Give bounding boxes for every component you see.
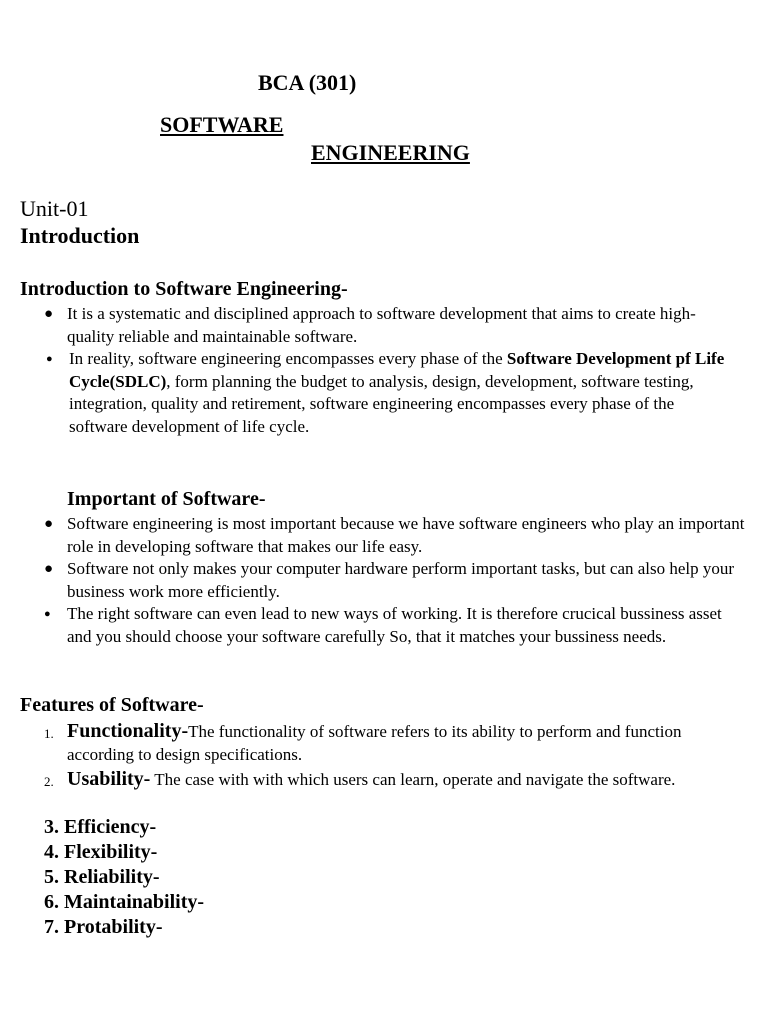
importance-list-item-2: Software not only makes your computer hardware perform important tasks, but can also help your business work more efficiently.	[67, 559, 735, 601]
section-heading-importance: Important of Software-	[67, 488, 266, 510]
feature-item-usability: Usability- The case with with which users can learn, operate and navigate the software.	[67, 768, 676, 790]
unit-title: Introduction	[20, 223, 140, 248]
bullet-icon: ●	[44, 306, 54, 322]
importance-list-item-3: The right software can even lead to new ways of working. It is therefore crucical bussiness asset and you should choose your software carefully So, that it matches your bussiness needs.	[67, 604, 722, 646]
section-heading-features: Features of Software-	[20, 694, 204, 716]
feature-item-flexibility: 4. Flexibility-	[44, 841, 158, 863]
feature-term: Usability-	[67, 768, 151, 790]
section-heading-intro: Introduction to Software Engineering-	[20, 278, 348, 300]
bullet-icon: ●	[46, 353, 53, 365]
importance-list-item-1: Software engineering is most important because we have software engineers who play an important role in developing software that makes our life easy.	[67, 514, 745, 556]
list-number: 2.	[44, 774, 54, 789]
bullet-icon: ●	[44, 561, 54, 577]
sdlc-bold-term: Software Development pf Life Cycle(SDLC)	[69, 349, 725, 391]
intro-list-item-2: In reality, software engineering encompasses every phase of the Software Development pf Life Cycle(SDLC), form planning the budget to analysis, design, development, software testing, integration, quality and retirement, software engineering encompasses every phase of the software development of life cycle.	[69, 349, 725, 436]
bullet-icon: ●	[44, 608, 51, 620]
feature-item-reliability: 5. Reliability-	[44, 866, 160, 888]
document-title-line2: ENGINEERING	[311, 140, 470, 165]
unit-label: Unit-01	[20, 196, 89, 221]
feature-term: Functionality-	[67, 720, 189, 742]
document-title-line1: SOFTWARE	[160, 112, 284, 137]
feature-item-functionality: Functionality-The functionality of software refers to its ability to perform and function according to design specifications.	[67, 720, 682, 764]
feature-item-protability: 7. Protability-	[44, 916, 163, 938]
list-number: 1.	[44, 726, 54, 741]
feature-item-maintainability: 6. Maintainability-	[44, 891, 205, 913]
intro-list-item-1: It is a systematic and disciplined approach to software development that aims to create high-quality reliable and maintainable software.	[67, 304, 696, 346]
course-code: BCA (301)	[258, 70, 357, 95]
feature-item-efficiency: 3. Efficiency-	[44, 816, 157, 838]
bullet-icon: ●	[44, 516, 54, 532]
